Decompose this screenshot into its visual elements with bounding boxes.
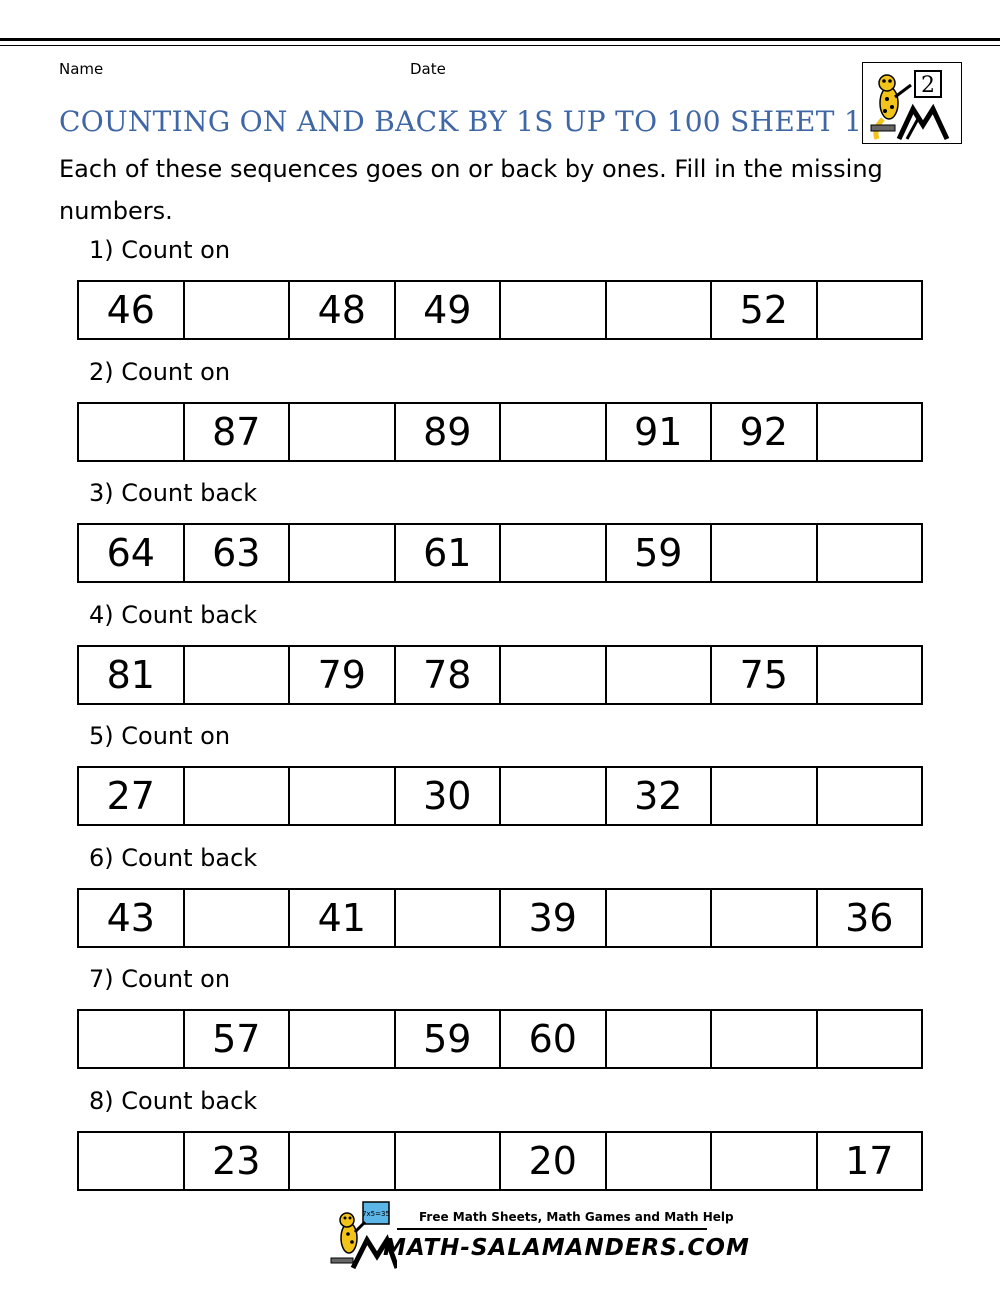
problem-label: 8) Count back xyxy=(89,1087,258,1115)
number-cell: 49 xyxy=(396,282,502,338)
answer-box[interactable] xyxy=(501,282,607,338)
number-cell: 46 xyxy=(79,282,185,338)
answer-box[interactable] xyxy=(185,647,291,703)
answer-box[interactable] xyxy=(501,525,607,581)
number-strip xyxy=(77,888,923,948)
number-cell: 17 xyxy=(845,1139,894,1183)
number-cell: 79 xyxy=(290,647,396,703)
footer-tagline: Free Math Sheets, Math Games and Math Help xyxy=(419,1210,734,1224)
date-label: Date xyxy=(410,60,446,78)
answer-box[interactable] xyxy=(818,768,922,824)
number-strip xyxy=(77,523,923,583)
answer-box[interactable] xyxy=(712,525,818,581)
number-cell: 27 xyxy=(79,768,185,824)
number-cell: 60 xyxy=(501,1011,607,1067)
answer-box[interactable] xyxy=(396,890,502,946)
number-cell: 32 xyxy=(607,768,713,824)
number-strip xyxy=(77,1009,923,1069)
answer-box[interactable] xyxy=(607,1133,713,1189)
problem-label: 6) Count back xyxy=(89,844,258,872)
answer-box[interactable] xyxy=(290,1011,396,1067)
answer-box[interactable] xyxy=(185,282,291,338)
number-cell: 52 xyxy=(712,282,818,338)
number-strip xyxy=(77,766,923,826)
number-strip xyxy=(77,280,923,340)
number-cell: 89 xyxy=(396,404,502,460)
answer-box[interactable] xyxy=(396,1133,502,1189)
worksheet-title: COUNTING ON AND BACK BY 1S UP TO 100 SHEET 1 xyxy=(59,105,863,138)
answer-box[interactable] xyxy=(501,647,607,703)
number-cell: 64 xyxy=(79,525,185,581)
number-cell: 75 xyxy=(712,647,818,703)
number-cell: 36 xyxy=(845,896,894,940)
footer-rule xyxy=(397,1228,707,1230)
answer-box[interactable] xyxy=(712,890,818,946)
header-logo xyxy=(862,62,962,144)
number-cell: 92 xyxy=(712,404,818,460)
answer-box[interactable] xyxy=(607,1011,713,1067)
number-cell: 48 xyxy=(290,282,396,338)
number-cell: 30 xyxy=(396,768,502,824)
problem-label: 2) Count on xyxy=(89,358,231,386)
answer-box[interactable] xyxy=(290,768,396,824)
footer-brand: MATH-SALAMANDERS.COM xyxy=(383,1235,750,1261)
number-cell: 57 xyxy=(185,1011,291,1067)
answer-box[interactable] xyxy=(818,1011,922,1067)
logo-badge-number: 2 xyxy=(921,73,935,98)
number-cell: 78 xyxy=(396,647,502,703)
number-cell: 61 xyxy=(396,525,502,581)
footer-logo xyxy=(327,1198,750,1270)
answer-box[interactable] xyxy=(818,404,922,460)
answer-box[interactable] xyxy=(185,768,291,824)
problem-label: 3) Count back xyxy=(89,479,258,507)
number-cell: 81 xyxy=(79,647,185,703)
answer-box[interactable] xyxy=(290,404,396,460)
number-cell: 23 xyxy=(185,1133,291,1189)
number-cell: 59 xyxy=(607,525,713,581)
number-cell: 20 xyxy=(501,1133,607,1189)
problem-label: 5) Count on xyxy=(89,722,231,750)
answer-box[interactable] xyxy=(79,404,185,460)
number-strip xyxy=(77,402,923,462)
answer-box[interactable] xyxy=(818,525,922,581)
number-cell: 41 xyxy=(290,890,396,946)
footer-sign-text: 7x5=35 xyxy=(362,1210,390,1218)
answer-box[interactable] xyxy=(712,768,818,824)
number-cell: 39 xyxy=(501,890,607,946)
answer-box[interactable] xyxy=(607,647,713,703)
number-cell: 63 xyxy=(185,525,291,581)
number-cell: 43 xyxy=(79,890,185,946)
answer-box[interactable] xyxy=(607,282,713,338)
answer-box[interactable] xyxy=(712,1133,818,1189)
salamander-mascot-icon xyxy=(863,63,962,144)
number-strip xyxy=(77,1131,923,1191)
top-rule xyxy=(0,38,1000,41)
answer-box[interactable] xyxy=(290,1133,396,1189)
answer-box[interactable] xyxy=(818,282,922,338)
answer-box[interactable] xyxy=(712,1011,818,1067)
top-rule-thin xyxy=(0,45,1000,46)
answer-box[interactable] xyxy=(607,890,713,946)
instructions: Each of these sequences goes on or back by ones. Fill in the missing numbers. xyxy=(59,155,883,225)
number-cell: 87 xyxy=(185,404,291,460)
number-cell: 59 xyxy=(396,1011,502,1067)
number-cell: 91 xyxy=(607,404,713,460)
answer-box[interactable] xyxy=(185,890,291,946)
answer-box[interactable] xyxy=(290,525,396,581)
problem-label: 1) Count on xyxy=(89,236,231,264)
problem-label: 7) Count on xyxy=(89,965,231,993)
answer-box[interactable] xyxy=(79,1133,185,1189)
answer-box[interactable] xyxy=(501,768,607,824)
problem-label: 4) Count back xyxy=(89,601,258,629)
answer-box[interactable] xyxy=(818,647,922,703)
answer-box[interactable] xyxy=(79,1011,185,1067)
number-strip xyxy=(77,645,923,705)
answer-box[interactable] xyxy=(501,404,607,460)
name-label: Name xyxy=(59,60,104,78)
